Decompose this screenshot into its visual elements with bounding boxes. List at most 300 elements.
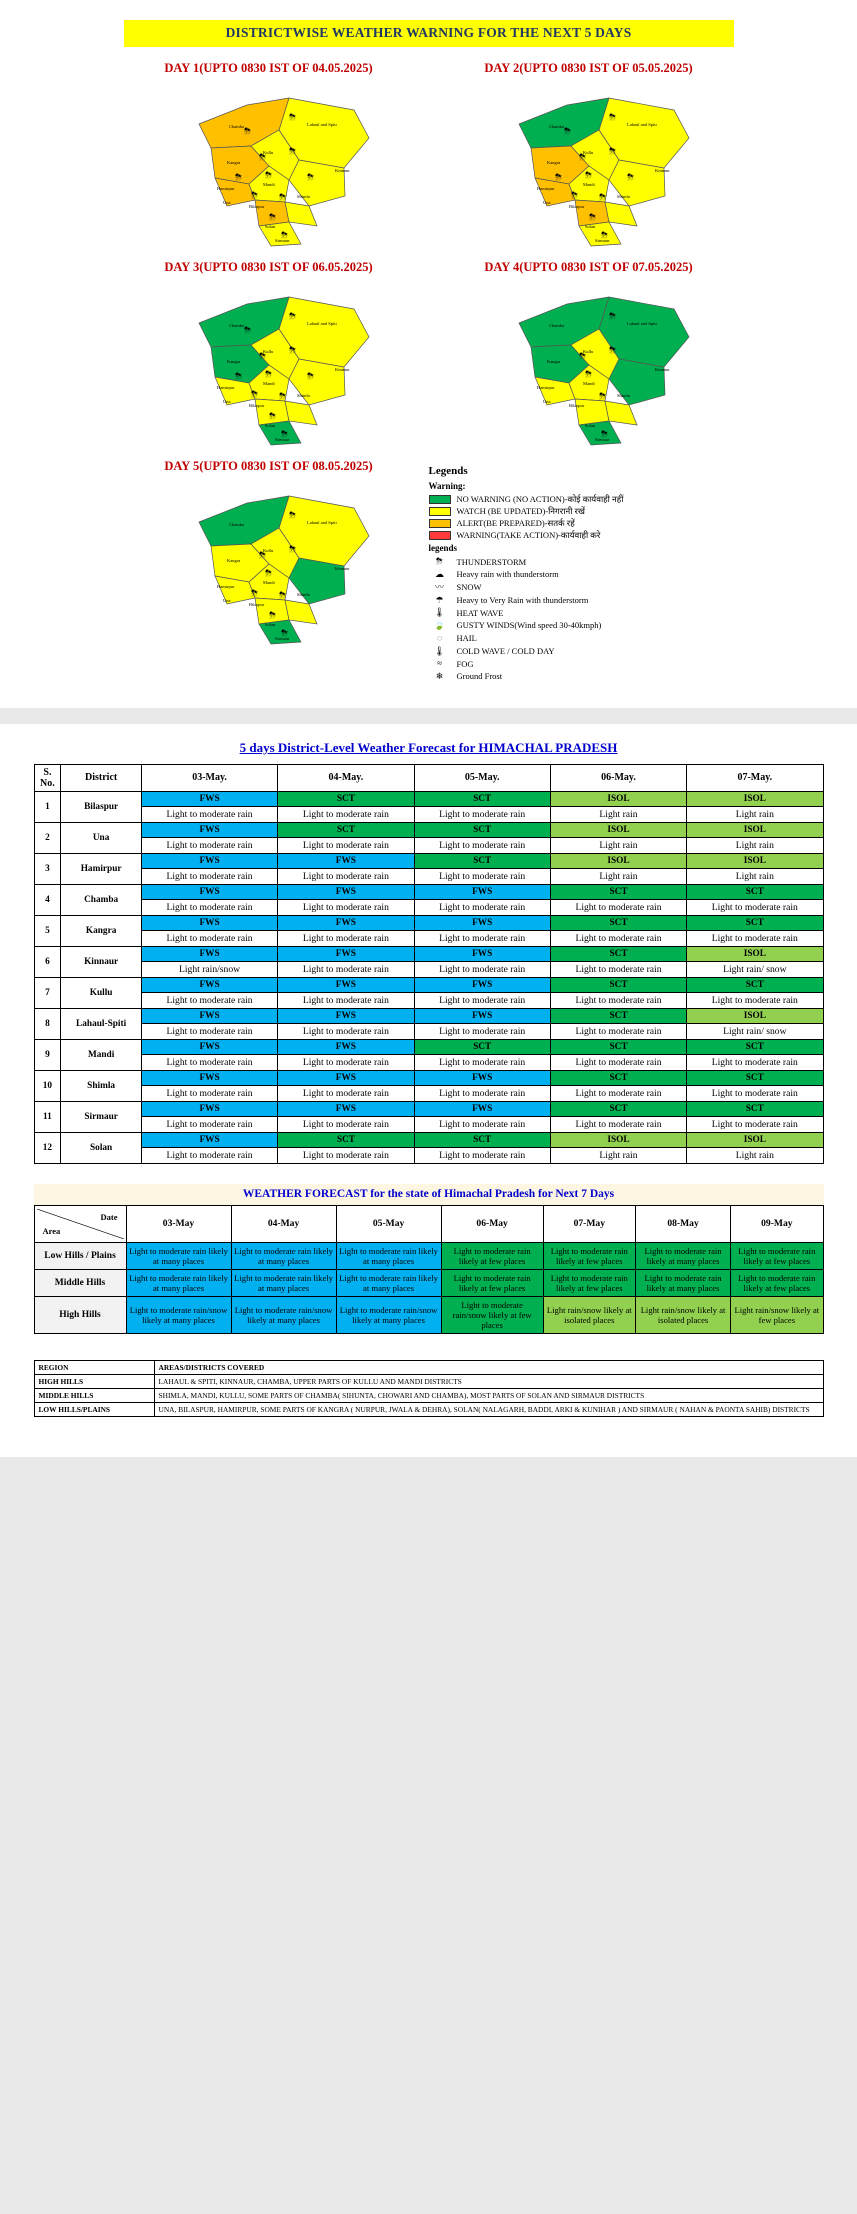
forecast-cell: Light to moderate rain: [687, 899, 823, 915]
legend-item-watch: [429, 506, 749, 517]
forecast-cell: Light rain: [687, 837, 823, 853]
ground-frost-label: Ground Frost: [456, 671, 503, 682]
area-forecast-cell: Light rain/snow likely at few places: [731, 1296, 823, 1333]
forecast-cell: Light to moderate rain: [141, 1054, 277, 1070]
forecast-cell: Light to moderate rain: [550, 1054, 686, 1070]
map-day-4: [429, 260, 749, 459]
svg-text:⛈: ⛈: [278, 192, 286, 202]
thunderstorm-label: THUNDERSTORM: [456, 556, 527, 567]
svg-text:⛈: ⛈: [280, 429, 288, 439]
svg-text:⛈: ⛈: [608, 146, 616, 156]
region-areas: LAHAUL & SPITI, KINNAUR, CHAMBA, UPPER PARTS OF KULLU AND MANDI DISTRICTS: [154, 1374, 823, 1388]
warning-cell: FWS: [141, 1101, 277, 1116]
map-day-1-art: [109, 80, 429, 260]
svg-text:⛈: ⛈: [264, 568, 272, 578]
forecast-cell: Light to moderate rain: [550, 961, 686, 977]
svg-text:⛈: ⛈: [584, 369, 592, 379]
warning-cell: SCT: [278, 1132, 414, 1147]
legend-icon-snow: [429, 582, 749, 593]
svg-text:⛈: ⛈: [288, 112, 296, 122]
area-forecast-cell: Light to moderate rain/snow likely at many places: [336, 1296, 441, 1333]
table-row: [34, 1023, 823, 1039]
legend-item-no-warning: [429, 494, 749, 505]
svg-text:Sirmaur: Sirmaur: [274, 238, 289, 243]
forecast-cell: Light to moderate rain: [278, 961, 414, 977]
forecast-cell: Light to moderate rain: [278, 1116, 414, 1132]
area-forecast-cell: Light to moderate rain/snow likely at many places: [126, 1296, 231, 1333]
area-forecast-cell: Light to moderate rain likely at many places: [126, 1242, 231, 1269]
map-day-4-heading: DAY 4(UPTO 0830 IST OF 07.05.2025): [484, 260, 693, 274]
warning-cell: SCT: [414, 791, 550, 806]
map-day-4-art: [429, 279, 749, 459]
forecast-cell: Light to moderate rain: [414, 961, 550, 977]
svg-text:Shimla: Shimla: [616, 194, 630, 199]
warning-cell: FWS: [414, 1070, 550, 1085]
area-forecast-cell: Light to moderate rain likely at few places: [731, 1269, 823, 1296]
map-day-1-heading: DAY 1(UPTO 0830 IST OF 04.05.2025): [164, 61, 373, 75]
warning-cell: FWS: [141, 822, 277, 837]
legend-icon-heavy-rain-thunderstorm: [429, 569, 749, 580]
cold-wave-label: COLD WAVE / COLD DAY: [456, 645, 555, 656]
svg-text:Sirmaur: Sirmaur: [594, 437, 609, 442]
region-areas: UNA, BILASPUR, HAMIRPUR, SOME PARTS OF KANGRA ( NURPUR, JWALA & DEHRA), SOLAN( NALAGARH, BADDI, ARKI & KUNIHAR ) AND SIRMAUR ( NAHAN & PAONTA SAHIB) DISTRICTS: [154, 1402, 823, 1416]
legend-icon-hail: [429, 633, 749, 644]
forecast-cell: Light to moderate rain: [414, 1054, 550, 1070]
warning-cell: FWS: [414, 1008, 550, 1023]
area-row-label: Low Hills / Plains: [34, 1242, 126, 1269]
row-serial: 2: [34, 822, 61, 853]
svg-text:⛈: ⛈: [563, 126, 571, 136]
forecast-cell: Light to moderate rain: [414, 1023, 550, 1039]
svg-text:Shimla: Shimla: [296, 393, 310, 398]
svg-text:Sirmaur: Sirmaur: [274, 636, 289, 641]
area-table-header-row: [34, 1205, 823, 1242]
svg-text:⛈: ⛈: [288, 146, 296, 156]
svg-text:Bilaspur: Bilaspur: [568, 204, 584, 209]
table-row: [34, 1116, 823, 1132]
svg-text:Solan: Solan: [584, 224, 595, 229]
page-title: DISTRICTWISE WEATHER WARNING FOR THE NEXT 5 DAYS: [124, 20, 734, 47]
svg-text:⛈: ⛈: [288, 510, 296, 520]
area-col-04-may: 04-May: [231, 1205, 336, 1242]
svg-text:⛈: ⛈: [588, 212, 596, 222]
col-06-may: 06-May.: [550, 764, 686, 791]
forecast-cell: Light rain: [550, 806, 686, 822]
heat-wave-label: HEAT WAVE: [456, 607, 504, 618]
svg-text:Bilaspur: Bilaspur: [248, 403, 264, 408]
warning-cell: FWS: [278, 1039, 414, 1054]
forecast-cell: Light to moderate rain: [278, 1054, 414, 1070]
forecast-cell: Light to moderate rain: [687, 1054, 823, 1070]
svg-text:⛈: ⛈: [608, 345, 616, 355]
svg-text:⛈: ⛈: [250, 190, 258, 200]
svg-text:Lahaul and Spiti: Lahaul and Spiti: [306, 122, 337, 127]
area-forecast-cell: Light to moderate rain likely at few places: [731, 1242, 823, 1269]
svg-text:⛈: ⛈: [578, 152, 586, 162]
svg-text:Chamba: Chamba: [548, 323, 564, 328]
table-row: [34, 837, 823, 853]
heavy-very-heavy-rain-icon: ☂: [435, 594, 444, 605]
warning-cell: SCT: [278, 791, 414, 806]
warning-cell: SCT: [687, 977, 823, 992]
row-district: Lahaul-Spiti: [61, 1008, 142, 1039]
area-col-08-may: 08-May: [635, 1205, 730, 1242]
forecast-cell: Light to moderate rain: [141, 1023, 277, 1039]
warning-cell: SCT: [550, 884, 686, 899]
legend-icons-label: legends: [428, 543, 458, 553]
warning-cell: SCT: [550, 977, 686, 992]
warning-cell: FWS: [278, 915, 414, 930]
forecast-cell: Light to moderate rain: [141, 1147, 277, 1163]
svg-text:Mandi: Mandi: [262, 580, 275, 585]
map-day-5: [109, 459, 429, 684]
svg-text:Kullu: Kullu: [262, 349, 273, 354]
area-forecast-cell: Light rain/snow likely at isolated places: [543, 1296, 635, 1333]
warning-row: [34, 884, 823, 899]
svg-text:Mandi: Mandi: [262, 381, 275, 386]
table-row: [34, 961, 823, 977]
area-forecast-cell: Light to moderate rain likely at few places: [543, 1269, 635, 1296]
hail-label: HAIL: [456, 633, 477, 644]
warning-cell: ISOL: [550, 853, 686, 868]
warning-row: [34, 1008, 823, 1023]
warning-cell: ISOL: [550, 791, 686, 806]
map-day-3: [109, 260, 429, 459]
district-forecast-table: [34, 764, 824, 1164]
row-serial: 5: [34, 915, 61, 946]
warning-row: [34, 977, 823, 992]
warning-cell: ISOL: [687, 946, 823, 961]
row-district: Hamirpur: [61, 853, 142, 884]
forecast-cell: Light to moderate rain: [414, 806, 550, 822]
table-row: [34, 992, 823, 1008]
table-row: [34, 806, 823, 822]
svg-text:Kinnaur: Kinnaur: [334, 566, 350, 571]
svg-text:Solan: Solan: [264, 423, 275, 428]
forecast-cell: Light rain/ snow: [687, 961, 823, 977]
legend-icon-fog: [429, 658, 749, 669]
warning-cell: FWS: [414, 1101, 550, 1116]
table-row: [34, 868, 823, 884]
warning-cell: FWS: [141, 977, 277, 992]
forecast-cell: Light to moderate rain: [141, 1116, 277, 1132]
area-row-label: High Hills: [34, 1296, 126, 1333]
svg-text:⛈: ⛈: [278, 590, 286, 600]
svg-text:⛈: ⛈: [268, 212, 276, 222]
svg-text:⛈: ⛈: [600, 429, 608, 439]
area-forecast-cell: Light to moderate rain likely at many places: [336, 1269, 441, 1296]
svg-text:Sirmaur: Sirmaur: [594, 238, 609, 243]
forecast-cell: Light rain: [687, 806, 823, 822]
map-day-2-heading: DAY 2(UPTO 0830 IST OF 05.05.2025): [484, 61, 693, 75]
warning-cell: FWS: [141, 915, 277, 930]
row-serial: 12: [34, 1132, 61, 1163]
svg-text:Shimla: Shimla: [296, 592, 310, 597]
warning-row: [34, 1101, 823, 1116]
svg-text:Lahaul and Spiti: Lahaul and Spiti: [306, 520, 337, 525]
area-col-09-may: 09-May: [731, 1205, 823, 1242]
forecast-cell: Light rain: [687, 868, 823, 884]
svg-text:⛈: ⛈: [288, 345, 296, 355]
row-district: Una: [61, 822, 142, 853]
warning-cell: ISOL: [550, 1132, 686, 1147]
heavy-rain-thunderstorm-icon: ☁: [435, 569, 444, 579]
fog-icon: ≈: [437, 658, 442, 669]
svg-text:Hamirpur: Hamirpur: [536, 385, 554, 390]
watch-swatch: [429, 507, 451, 516]
forecast-cell: Light to moderate rain: [278, 1085, 414, 1101]
row-serial: 10: [34, 1070, 61, 1101]
warning-cell: SCT: [687, 1039, 823, 1054]
svg-text:Solan: Solan: [264, 224, 275, 229]
warning-cell: SCT: [414, 1039, 550, 1054]
svg-text:Kangra: Kangra: [226, 359, 240, 364]
region-row: [34, 1374, 823, 1388]
row-district: Chamba: [61, 884, 142, 915]
warning-cell: ISOL: [687, 822, 823, 837]
svg-text:⛈: ⛈: [608, 311, 616, 321]
svg-text:Hamirpur: Hamirpur: [216, 584, 234, 589]
forecast-cell: Light to moderate rain: [550, 930, 686, 946]
warning-cell: FWS: [278, 853, 414, 868]
svg-text:Shimla: Shimla: [616, 393, 630, 398]
svg-text:Mandi: Mandi: [582, 182, 595, 187]
alert-label: ALERT(BE PREPARED)-सतर्क रहें: [456, 518, 575, 529]
warning-row: [34, 1039, 823, 1054]
row-serial: 8: [34, 1008, 61, 1039]
svg-text:Mandi: Mandi: [262, 182, 275, 187]
alert-swatch: [429, 519, 451, 528]
legend-title: Legends: [428, 465, 468, 477]
svg-text:Kangra: Kangra: [226, 558, 240, 563]
area-col-06-may: 06-May: [441, 1205, 543, 1242]
warning-row: [34, 915, 823, 930]
warning-cell: FWS: [141, 884, 277, 899]
svg-text:⛈: ⛈: [268, 610, 276, 620]
warning-cell: SCT: [550, 1008, 686, 1023]
warning-cell: FWS: [141, 1132, 277, 1147]
svg-text:⛈: ⛈: [258, 550, 266, 560]
legend-icon-gusty-winds: [429, 620, 749, 631]
forecast-cell: Light to moderate rain: [278, 899, 414, 915]
map-day-2-art: [429, 80, 749, 260]
svg-text:⛈: ⛈: [306, 371, 314, 381]
svg-text:Bilaspur: Bilaspur: [248, 602, 264, 607]
warning-cell: ISOL: [687, 1008, 823, 1023]
svg-text:Bilaspur: Bilaspur: [568, 403, 584, 408]
area-forecast-cell: Light to moderate rain/snow likely at few places: [441, 1296, 543, 1333]
map-day-2: [429, 61, 749, 260]
svg-text:Solan: Solan: [264, 622, 275, 627]
warning-row: [34, 853, 823, 868]
row-serial: 9: [34, 1039, 61, 1070]
warning-label: WARNING(TAKE ACTION)-कार्यवाही करे: [456, 530, 601, 541]
cold-wave-icon: 🌡: [433, 645, 446, 656]
warning-cell: SCT: [550, 1070, 686, 1085]
warning-cell: FWS: [414, 946, 550, 961]
table-header-row: [34, 764, 823, 791]
region-header-row: [34, 1360, 823, 1374]
svg-text:⛈: ⛈: [268, 411, 276, 421]
forecast-cell: Light to moderate rain: [414, 899, 550, 915]
warning-cell: SCT: [687, 1070, 823, 1085]
svg-text:⛈: ⛈: [278, 391, 286, 401]
row-serial: 3: [34, 853, 61, 884]
svg-text:⛈: ⛈: [288, 544, 296, 554]
svg-text:Kullu: Kullu: [262, 548, 273, 553]
forecast-cell: Light to moderate rain: [414, 1085, 550, 1101]
warning-cell: SCT: [550, 1101, 686, 1116]
svg-text:Una: Una: [542, 399, 550, 404]
forecast-cell: Light to moderate rain: [550, 992, 686, 1008]
forecast-cell: Light to moderate rain: [278, 992, 414, 1008]
forecast-cell: Light to moderate rain: [414, 930, 550, 946]
forecast-cell: Light to moderate rain: [141, 899, 277, 915]
area-forecast-cell: Light to moderate rain likely at many places: [231, 1269, 336, 1296]
gusty-winds-icon: 🍃: [433, 620, 446, 630]
svg-text:⛈: ⛈: [598, 192, 606, 202]
svg-text:Hamirpur: Hamirpur: [216, 186, 234, 191]
forecast-cell: Light to moderate rain: [141, 1085, 277, 1101]
warning-row: [34, 1070, 823, 1085]
col-05-may: 05-May.: [414, 764, 550, 791]
svg-text:Una: Una: [222, 598, 230, 603]
svg-text:⛈: ⛈: [264, 170, 272, 180]
area-forecast-cell: Light to moderate rain likely at few places: [441, 1269, 543, 1296]
district-table-title: 5 days District-Level Weather Forecast for HIMACHAL PRADESH: [239, 739, 618, 755]
area-row: [34, 1269, 823, 1296]
area-forecast-cell: Light to moderate rain likely at many places: [126, 1269, 231, 1296]
forecast-cell: Light rain/snow: [141, 961, 277, 977]
warning-cell: ISOL: [687, 853, 823, 868]
svg-text:⛈: ⛈: [264, 369, 272, 379]
legend-icon-heavy-very-heavy-rain: [429, 595, 749, 606]
svg-text:Una: Una: [222, 399, 230, 404]
area-forecast-cell: Light to moderate rain likely at many places: [231, 1242, 336, 1269]
svg-text:Hamirpur: Hamirpur: [536, 186, 554, 191]
svg-text:Sirmaur: Sirmaur: [274, 437, 289, 442]
svg-text:Bilaspur: Bilaspur: [248, 204, 264, 209]
map-day-3-art: [109, 279, 429, 459]
forecast-cell: Light to moderate rain: [141, 837, 277, 853]
forecast-tables-panel: [0, 724, 857, 1457]
warning-cell: SCT: [414, 822, 550, 837]
svg-text:Una: Una: [542, 200, 550, 205]
forecast-cell: Light to moderate rain: [550, 1116, 686, 1132]
warning-row: [34, 1132, 823, 1147]
warning-cell: FWS: [414, 977, 550, 992]
warning-maps-panel: [0, 0, 857, 708]
table-row: [34, 930, 823, 946]
area-forecast-cell: Light to moderate rain likely at few places: [441, 1242, 543, 1269]
heat-wave-icon: 🌡: [433, 607, 446, 618]
svg-text:Chamba: Chamba: [228, 124, 244, 129]
svg-text:⛈: ⛈: [306, 172, 314, 182]
map-day-1: [109, 61, 429, 260]
forecast-cell: Light to moderate rain: [141, 806, 277, 822]
svg-text:Kullu: Kullu: [262, 150, 273, 155]
warning-cell: FWS: [278, 884, 414, 899]
area-col-05-may: 05-May: [336, 1205, 441, 1242]
warning-cell: FWS: [141, 1008, 277, 1023]
legend-icon-thunderstorm: [429, 556, 749, 567]
legend-item-warning: [429, 530, 749, 541]
snow-label: SNOW: [456, 582, 482, 593]
snow-icon: 〰: [434, 581, 444, 592]
thunderstorm-icon: ⛈: [435, 556, 444, 567]
area-forecast-cell: Light to moderate rain/snow likely at many places: [231, 1296, 336, 1333]
svg-text:⛈: ⛈: [258, 351, 266, 361]
row-serial: 7: [34, 977, 61, 1008]
svg-text:⛈: ⛈: [280, 628, 288, 638]
forecast-cell: Light rain: [550, 868, 686, 884]
heavy-very-heavy-rain-label: Heavy to Very Rain with thunderstorm: [456, 594, 589, 605]
page-gap: [0, 708, 857, 718]
heavy-rain-thunderstorm-label: Heavy rain with thunderstorm: [456, 569, 559, 580]
svg-text:⛈: ⛈: [288, 311, 296, 321]
svg-text:Kinnaur: Kinnaur: [334, 168, 350, 173]
region-areas: SHIMLA, MANDI, KULLU, SOME PARTS OF CHAMBA( SIHUNTA, CHOWARI AND CHAMBA), MOST PARTS OF SOLAN AND SIRMAUR DISTRICTS: [154, 1388, 823, 1402]
col-sno: S. No.: [34, 764, 61, 791]
forecast-cell: Light to moderate rain: [550, 1085, 686, 1101]
svg-text:⛈: ⛈: [243, 126, 251, 136]
svg-text:⛈: ⛈: [234, 371, 242, 381]
warning-row: [34, 791, 823, 806]
warning-row: [34, 822, 823, 837]
svg-text:⛈: ⛈: [250, 588, 258, 598]
svg-text:Kinnaur: Kinnaur: [334, 367, 350, 372]
warning-cell: FWS: [141, 1039, 277, 1054]
forecast-cell: Light to moderate rain: [687, 1116, 823, 1132]
forecast-cell: Light rain/ snow: [687, 1023, 823, 1039]
table-row: [34, 1147, 823, 1163]
region-definition-block: [34, 1360, 824, 1431]
area-row: [34, 1242, 823, 1269]
forecast-cell: Light to moderate rain: [687, 930, 823, 946]
svg-text:⛈: ⛈: [570, 190, 578, 200]
forecast-cell: Light to moderate rain: [414, 837, 550, 853]
svg-text:Chamba: Chamba: [228, 323, 244, 328]
weather-forecast-title: WEATHER FORECAST for the state of Himachal Pradesh for Next 7 Days: [242, 1187, 615, 1200]
svg-text:⛈: ⛈: [554, 172, 562, 182]
corner-area-label: Area: [42, 1225, 61, 1236]
svg-text:Kullu: Kullu: [582, 349, 593, 354]
legend-icon-cold-wave: [429, 646, 749, 657]
warning-cell: SCT: [550, 915, 686, 930]
svg-text:Lahaul and Spiti: Lahaul and Spiti: [626, 321, 657, 326]
forecast-cell: Light to moderate rain: [141, 992, 277, 1008]
forecast-cell: Light to moderate rain: [687, 1085, 823, 1101]
area-col-07-may: 07-May: [543, 1205, 635, 1242]
region-row: [34, 1388, 823, 1402]
col-03-may: 03-May.: [141, 764, 277, 791]
row-serial: 11: [34, 1101, 61, 1132]
svg-text:⛈: ⛈: [578, 351, 586, 361]
warning-cell: FWS: [414, 915, 550, 930]
svg-text:⛈: ⛈: [258, 152, 266, 162]
row-district: Bilaspur: [61, 791, 142, 822]
table-row: [34, 899, 823, 915]
warning-cell: FWS: [278, 1101, 414, 1116]
forecast-cell: Light to moderate rain: [550, 1023, 686, 1039]
fog-label: FOG: [456, 658, 474, 669]
svg-text:Kangra: Kangra: [546, 160, 560, 165]
region-name: MIDDLE HILLS: [34, 1388, 154, 1402]
region-name: HIGH HILLS: [34, 1374, 154, 1388]
warning-cell: ISOL: [550, 822, 686, 837]
warning-cell: SCT: [414, 853, 550, 868]
legend-icon-ground-frost: [429, 671, 749, 682]
